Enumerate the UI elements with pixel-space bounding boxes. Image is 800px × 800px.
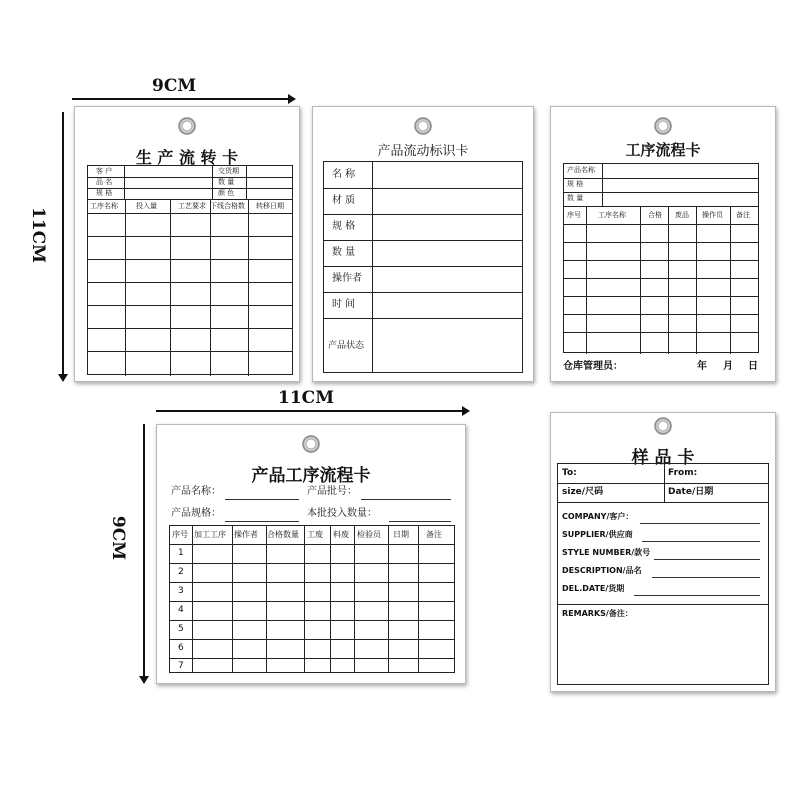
field-remarks: REMARKS/备注： xyxy=(562,609,633,618)
row-number: 7 xyxy=(178,661,184,671)
column-header: 工序名称 xyxy=(598,211,626,219)
width-label-card4: 11CM xyxy=(278,388,335,408)
row-number: 1 xyxy=(178,548,184,558)
width-label-card1: 9CM xyxy=(152,76,197,96)
card-title: 产品工序流程卡 xyxy=(251,466,371,486)
field-batch-qty: 本批投入数量： xyxy=(307,508,377,519)
width-arrow-card4 xyxy=(156,410,468,412)
header-label-qty: 数 量 xyxy=(218,178,235,186)
column-header: 操作者 xyxy=(234,530,258,539)
grommet-icon xyxy=(302,435,320,453)
row-label-material: 材 质 xyxy=(332,195,356,206)
column-header: 料废 xyxy=(333,530,349,539)
row-label-name: 名 称 xyxy=(332,169,356,180)
column-header: 转移日期 xyxy=(256,202,284,210)
column-header: 备注 xyxy=(426,530,442,539)
grommet-icon xyxy=(654,117,672,135)
header-label-spec: 规 格 xyxy=(567,180,584,188)
footer-year: 年 xyxy=(697,361,707,372)
height-arrow-card1 xyxy=(62,112,64,380)
row-number: 4 xyxy=(178,605,184,615)
header-label-name: 品 名 xyxy=(96,178,113,186)
column-header: 序号 xyxy=(172,530,188,539)
field-del-date: DEL.DATE/货期 xyxy=(562,584,625,593)
field-product-name: 产品名称： xyxy=(171,486,221,497)
grommet-icon xyxy=(654,417,672,435)
card-title: 生 产 流 转 卡 xyxy=(135,148,239,167)
card-title: 样 品 卡 xyxy=(631,448,695,468)
header-label-color: 颜 色 xyxy=(218,189,235,197)
header-label-delivery: 交货期 xyxy=(218,167,239,175)
column-header: 合格数量 xyxy=(267,530,299,539)
field-date: Date/日期 xyxy=(668,487,714,497)
column-header: 工艺要求 xyxy=(178,202,206,210)
column-header: 工序名称 xyxy=(90,202,118,210)
column-header: 检验员 xyxy=(357,530,381,539)
row-label-operator: 操作者 xyxy=(332,273,362,284)
row-number: 3 xyxy=(178,586,184,596)
field-product-spec: 产品规格： xyxy=(171,508,221,519)
column-header: 下线合格数 xyxy=(210,202,245,210)
column-header: 序号 xyxy=(567,211,581,219)
height-arrow-card4 xyxy=(143,424,145,682)
card-table xyxy=(323,161,523,373)
card-title: 产品流动标识卡 xyxy=(377,144,469,159)
row-label-time: 时 间 xyxy=(332,299,356,310)
column-header: 工废 xyxy=(307,530,323,539)
field-supplier: SUPPLIER/供应商 xyxy=(562,530,633,539)
field-style-number: STYLE NUMBER/款号 xyxy=(562,548,651,557)
grommet-icon xyxy=(414,117,432,135)
card-process-flow xyxy=(550,106,776,382)
header-label-spec: 规 格 xyxy=(96,189,113,197)
height-label-card1: 11CM xyxy=(28,206,49,264)
card-production-transfer xyxy=(74,106,300,382)
field-from: From: xyxy=(668,468,698,478)
column-header: 备注 xyxy=(736,211,750,219)
footer-month: 月 xyxy=(723,361,733,372)
row-label-spec: 规 格 xyxy=(332,221,356,232)
field-size: size/尺码 xyxy=(562,487,604,497)
card-table xyxy=(563,163,759,353)
card-sample xyxy=(550,412,776,692)
field-to: To: xyxy=(562,468,577,478)
field-description: DESCRIPTION/品名 xyxy=(562,566,642,575)
column-header: 投入量 xyxy=(136,202,157,210)
card-table xyxy=(169,525,455,673)
header-label-qty: 数 量 xyxy=(567,194,584,202)
field-product-batch: 产品批号： xyxy=(307,486,357,497)
card-title: 工序流程卡 xyxy=(625,141,701,159)
column-header: 合格 xyxy=(648,211,662,219)
row-number: 6 xyxy=(178,643,184,653)
card-product-process-flow xyxy=(156,424,466,684)
footer-day: 日 xyxy=(748,361,758,372)
header-label-product: 产品名称 xyxy=(567,166,595,174)
row-number: 5 xyxy=(178,624,184,634)
grommet-icon xyxy=(178,117,196,135)
header-label-customer: 客 户 xyxy=(96,167,113,175)
height-label-card4: 9CM xyxy=(108,515,129,561)
column-header: 废品 xyxy=(675,211,689,219)
column-header: 日期 xyxy=(393,530,409,539)
width-arrow-card1 xyxy=(72,98,294,100)
card-table xyxy=(557,463,769,685)
column-header: 操作员 xyxy=(702,211,723,219)
footer-warehouse-manager: 仓库管理员： xyxy=(563,361,623,372)
row-label-status: 产品状态 xyxy=(328,341,365,351)
field-company: COMPANY/客户： xyxy=(562,512,634,521)
card-product-flow-id xyxy=(312,106,534,382)
row-label-qty: 数 量 xyxy=(332,247,356,258)
row-number: 2 xyxy=(178,567,184,577)
card-table xyxy=(87,165,293,375)
column-header: 加工工序 xyxy=(194,530,226,539)
